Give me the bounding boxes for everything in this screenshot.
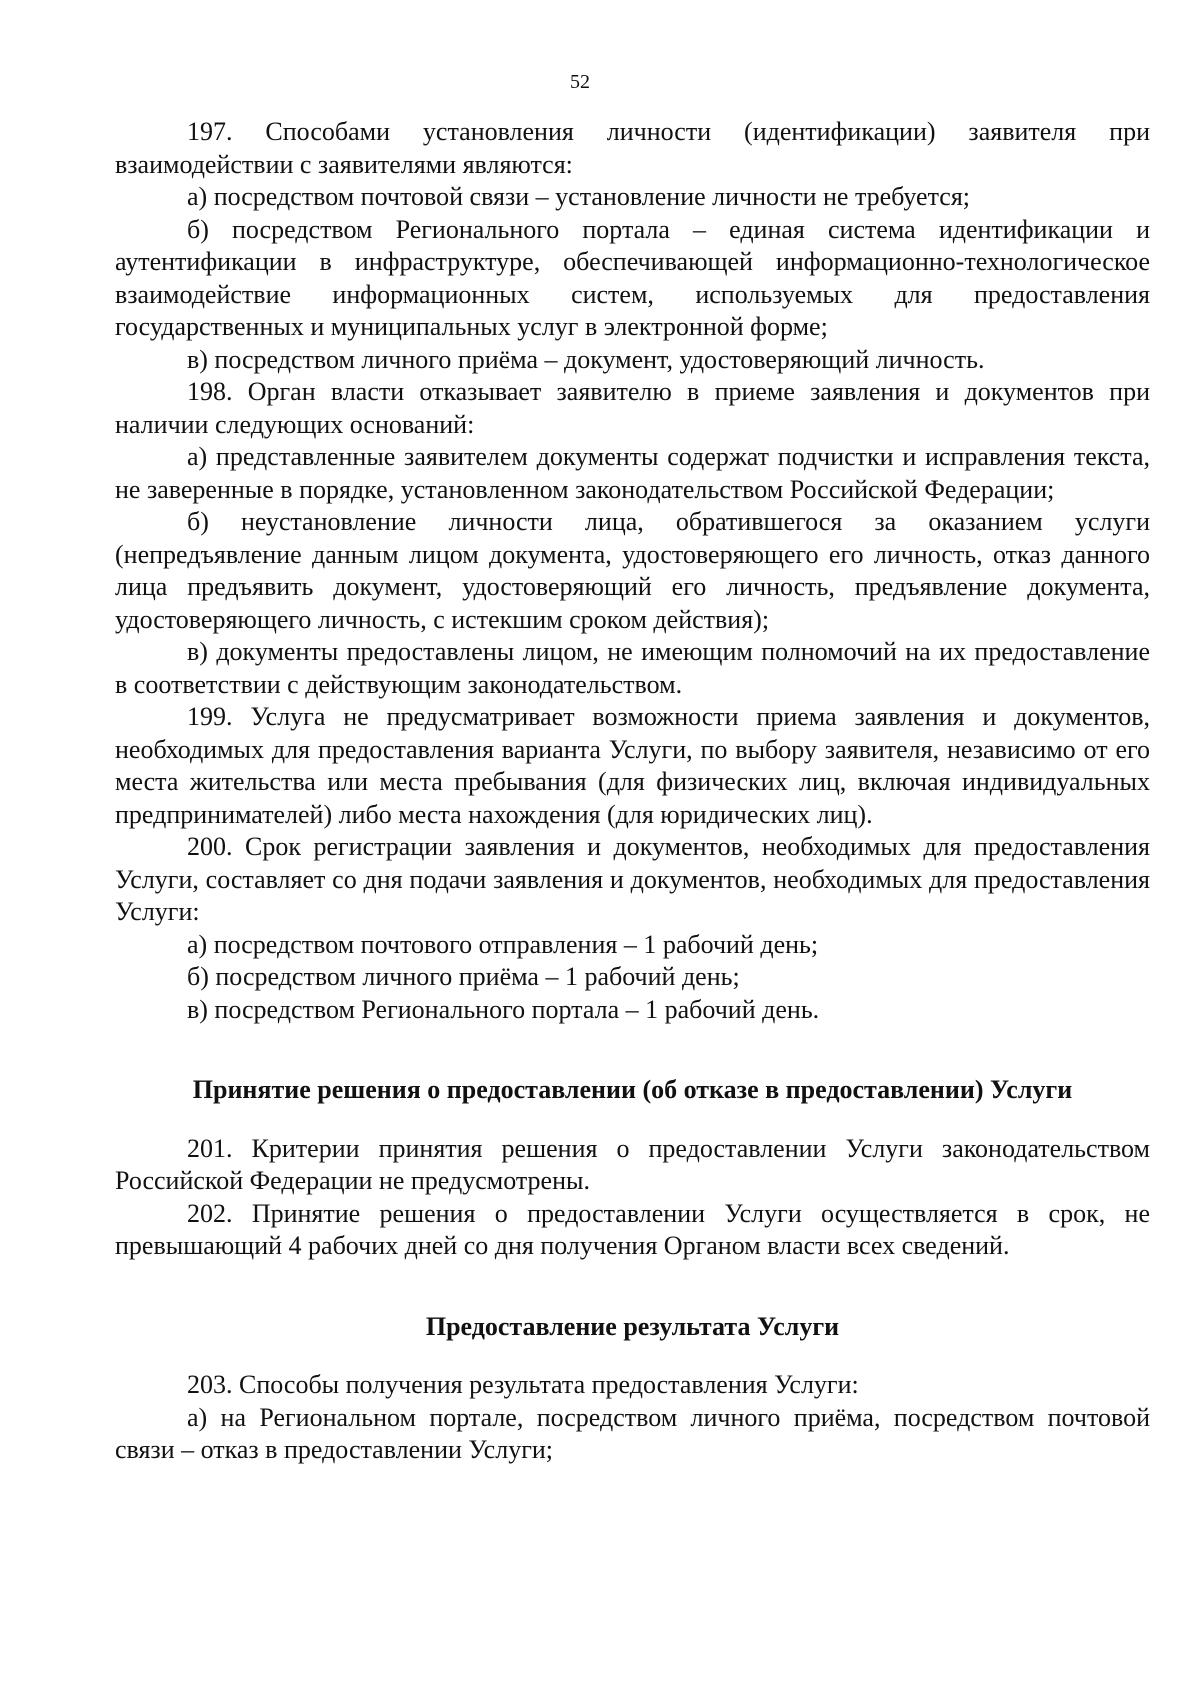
paragraph-198-a: а) представленные заявителем документы содержат подчистки и исправления текста, не заверенные в порядке, установленном законодательством Российской Федерации;	[115, 442, 1150, 504]
paragraph-197-b: б) посредством Регионального портала – единая система идентификации и аутентификации в инфраструктуре, обеспечивающей информационно-технологическое взаимодействие информационных систем, используемых для предоставления государственных и муниципальных услуг в электронной форме;	[115, 214, 1150, 341]
paragraph-200-a: а) посредством почтового отправления – 1 рабочий день;	[187, 929, 819, 959]
paragraph-203-a: а) на Региональном портале, посредством личного приёма, посредством почтовой связи – отказ в предоставлении Услуги;	[115, 1402, 1150, 1464]
paragraph-198-b: б) неустановление личности лица, обратившегося за оказанием услуги (непредъявление данным лицом документа, удостоверяющего его личность, отказ данного лица предъявить документ, удостоверяющий его личность, предъявление документа, удостоверяющего личность, с истекшим сроком действия);	[115, 507, 1150, 634]
paragraph-202: 202. Принятие решения о предоставлении Услуги осуществляется в срок, не превышающий 4 рабочих дней со дня получения Органом власти всех сведений.	[115, 1198, 1150, 1260]
section-heading-decision: Принятие решения о предоставлении (об отказе в предоставлении) Услуги	[192, 1075, 1073, 1104]
paragraph-198: 198. Орган власти отказывает заявителю в приеме заявления и документов при наличии следующих оснований:	[115, 377, 1150, 439]
paragraph-199: 199. Услуга не предусматривает возможности приема заявления и документов, необходимых для предоставления варианта Услуги, по выбору заявителя, независимо от его места жительства или места пребывания (для физических лиц, включая индивидуальных предпринимателей) либо места нахождения (для юридических лиц).	[115, 702, 1150, 829]
paragraph-197: 197. Способами установления личности (идентификации) заявителя при взаимодействии с заявителями являются:	[115, 117, 1150, 179]
paragraph-200-b: б) посредством личного приёма – 1 рабочий день;	[187, 962, 740, 991]
document-body	[115, 116, 1150, 1467]
paragraph-203: 203. Способы получения результата предоставления Услуги:	[187, 1370, 859, 1399]
paragraph-197-a: а) посредством почтовой связи – установление личности не требуется;	[187, 182, 970, 211]
paragraph-201: 201. Критерии принятия решения о предоставлении Услуги законодательством Российской Федерации не предусмотрены.	[115, 1133, 1150, 1195]
paragraph-200-v: в) посредством Регионального портала – 1 рабочий день.	[187, 994, 820, 1024]
paragraph-198-v: в) документы предоставлены лицом, не имеющим полномочий на их предоставление в соответствии с действующим законодательством.	[115, 637, 1150, 699]
paragraph-200: 200. Срок регистрации заявления и документов, необходимых для предоставления Услуги, составляет со дня подачи заявления и документов, необходимых для предоставления Услуги:	[115, 832, 1150, 926]
page-number: 52	[570, 71, 590, 93]
paragraph-197-v: в) посредством личного приёма – документ, удостоверяющий личность.	[187, 344, 985, 374]
section-heading-result: Предоставление результата Услуги	[425, 1311, 840, 1341]
